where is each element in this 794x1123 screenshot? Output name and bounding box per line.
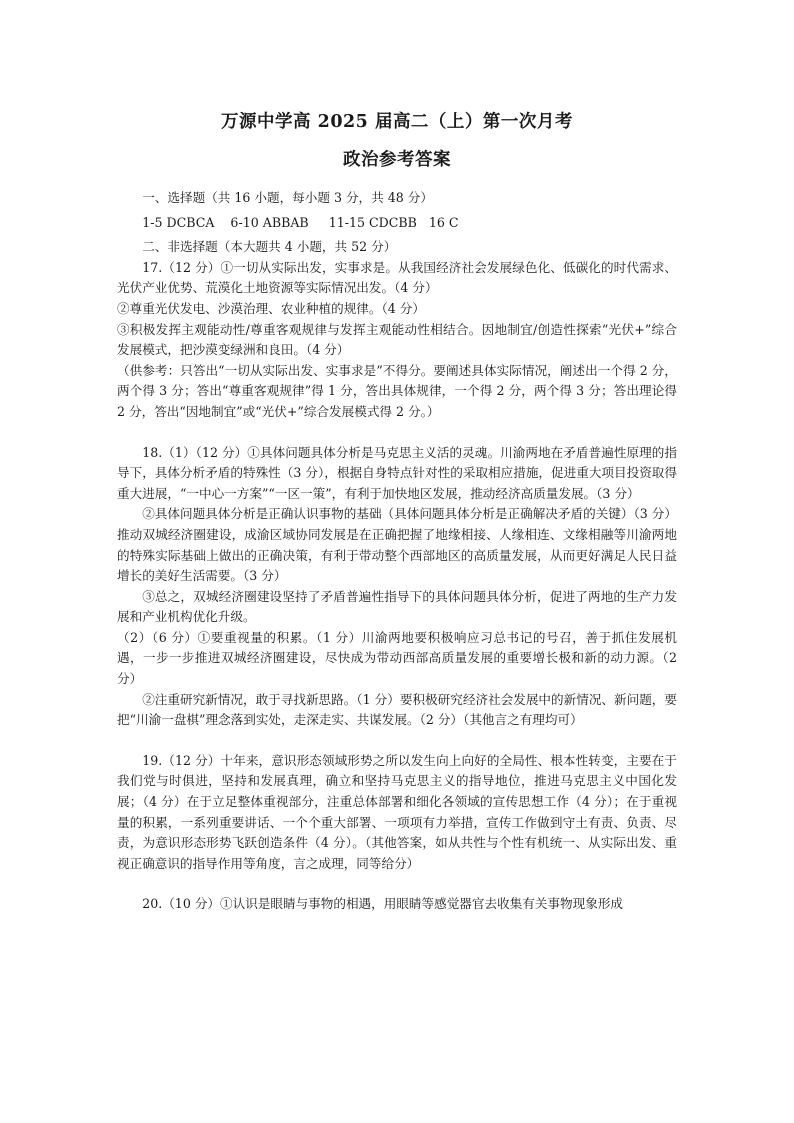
q18-part1-point-2: ②具体问题具体分析是正确认识事物的基础（具体问题具体分析是正确解决矛盾的关键）（3 分）推动双城经济圈建设，成渝区域协同发展是在正确把握了地缘相接、人缘相连、文缘相融等川渝两地的特殊实际基础上做出的正确决策，有利于带动整个西部地区的高质量发展，从而更好满足人民日益增长的美好生活需要。（3 分） <box>117 506 677 584</box>
section-choice-heading: 一、选择题（共 16 小题，每小题 3 分，共 48 分） <box>142 190 433 205</box>
q19-answer: 19.（12 分）十年来，意识形态领域形势之所以发生向上向好的全局性、根本性转变，主要在于我们党与时俱进，坚持和发展真理，确立和坚持马克思主义的指导地位，推进马克思主义中国化发展；（4 分）在于立足整体重视部分，注重总体部署和细化各领域的宣传思想工作（4 分）；在于重视量的积累，一系列重要讲话、一个个重大部署、一项项有力举措，宣传工作做到守土有责、负责、尽责，为意识形态形势飞跃创造条件（4 分）。（其他答案，如从共性与个性有机统一、从实际出发、重视正确意识的指导作用等角度，言之成理，同等给分） <box>117 752 677 871</box>
section-nonchoice-heading: 二、非选择题（本大题共 4 小题，共 52 分） <box>142 239 397 255</box>
q17-point-3: ③积极发挥主观能动性/尊重客观规律与发挥主观能动性相结合。因地制宜/创造性探索“光伏+”综合发展模式，把沙漠变绿洲和良田。（4 分） <box>117 321 677 358</box>
document-title: 万源中学高 2025 届高二（上）第一次月考 <box>221 112 573 132</box>
q20-answer-start: 20.（10 分）①认识是眼睛与事物的相遇，用眼睛等感觉器官去收集有关事物现象形成 <box>142 896 624 912</box>
answer-body <box>117 188 677 915</box>
q18-part1-point-1: 18.（1）（12 分）①具体问题具体分析是马克思主义活的灵魂。川渝两地在矛盾普遍性原理的指导下，具体分析矛盾的特殊性（3 分），根据自身特点针对性的采取相应措施，促进重大项目投资取得重大进展，“一中心一方案”“一区一策”，有利于加快地区发展，推动经济高质量发展。（3 分） <box>117 444 677 501</box>
q18-part1-summary: ③总之，双城经济圈建设坚持了矛盾普遍性指导下的具体问题具体分析，促进了两地的生产力发展和产业机构优化升级。 <box>117 588 677 625</box>
q17-point-1: 17.（12 分）①一切从实际出发，实事求是。从我国经济社会发展绿色化、低碳化的时代需求、光伏产业优势、荒漠化土地资源等实际情况出发。（4 分） <box>117 259 677 296</box>
document-subtitle: 政治参考答案 <box>343 150 451 170</box>
q17-scoring-note: （供参考：只答出“一切从实际出发、实事求是”不得分。要阐述具体实际情况，阐述出一个得 2 分，两个得 3 分；答出“尊重客观规律”得 1 分，答出具体规律，一个得 2 分，两个得 3 分；答出理论得 2 分，答出“因地制宜”或“光伏+”综合发展模式得 2 分。） <box>117 362 677 419</box>
q18-part2-point-2: ②注重研究新情况，敢于寻找新思路。（1 分）要积极研究经济社会发展中的新情况、新问题，要把“川渝一盘棋”理念落到实处，走深走实、共谋发展。（2 分）（其他言之有理均可） <box>117 691 677 728</box>
q17-point-2: ②尊重光伏发电、沙漠治理、农业种植的规律。（4 分） <box>117 300 425 316</box>
choice-answers: 1-5 DCBCA 6-10 ABBAB 11-15 CDCBB 16 C <box>142 214 459 230</box>
q18-part2-point-1: （2）（6 分）①要重视量的积累。（1 分）川渝两地要积极响应习总书记的号召，善于抓住发展机遇，一步一步推进双城经济圈建设，尽快成为带动西部高质量发展的重要增长极和新的动力源。（2 分） <box>117 629 677 687</box>
